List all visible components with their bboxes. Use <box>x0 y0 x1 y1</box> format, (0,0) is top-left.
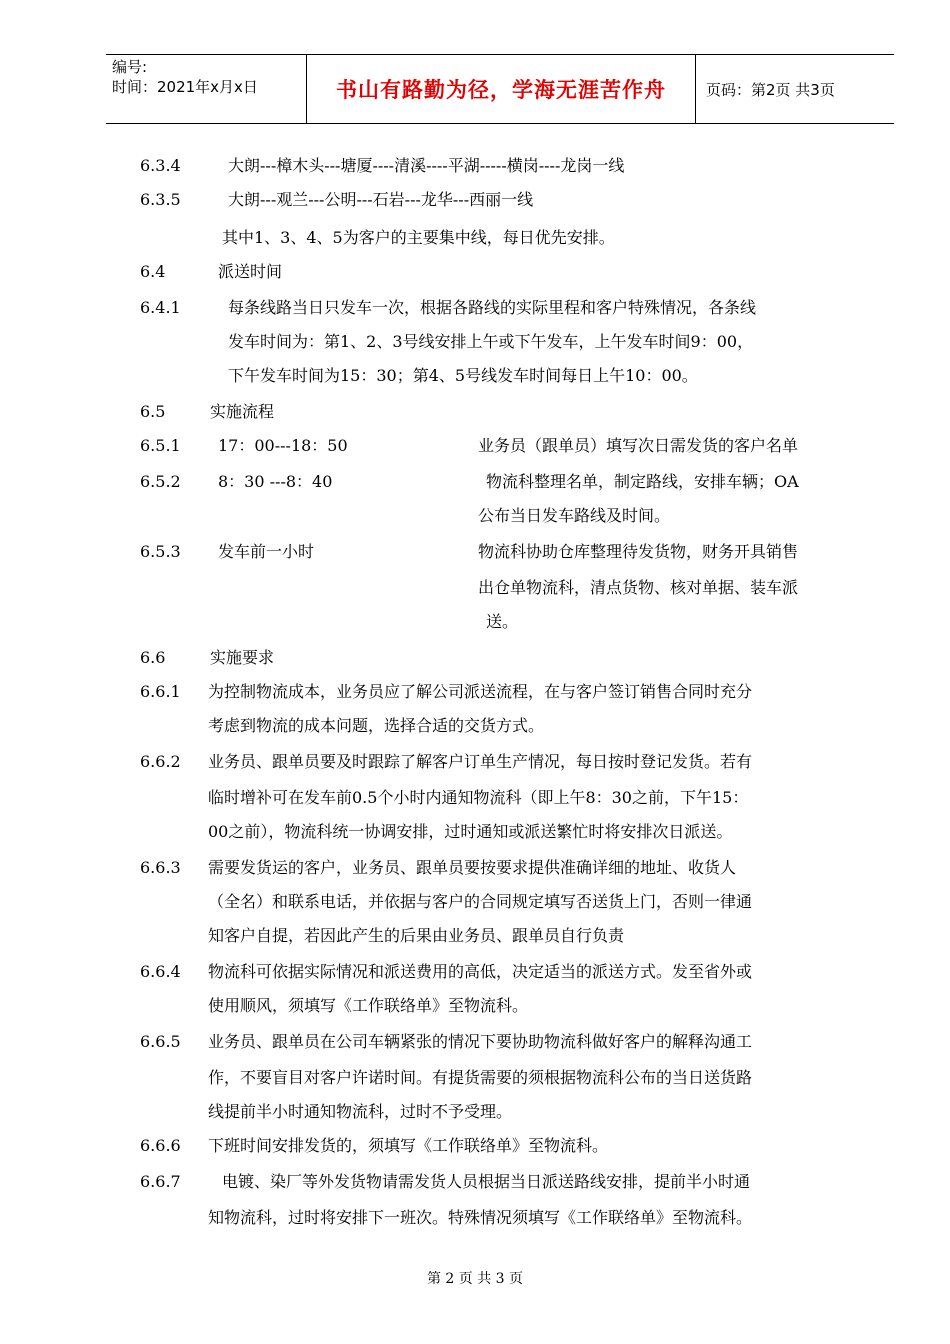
item-number: 6.5.3 <box>140 542 181 561</box>
item-text: 发车时间为：第1、2、3号线安排上午或下午发车，上午发车时间9：00， <box>228 332 754 351</box>
item-text: 业务员、跟单员要及时跟踪了解客户订单生产情况，每日按时登记发货。若有 <box>208 752 753 771</box>
item-number: 6.6.4 <box>140 962 181 981</box>
header-motto: 书山有路勤为径，学海无涯苦作舟 <box>306 55 696 123</box>
item-number: 6.3.4 <box>140 156 181 175</box>
item-text: 大朗---樟木头---塘厦----清溪----平湖-----横岗----龙岗一线 <box>228 156 625 175</box>
item-number: 6.6.5 <box>140 1032 181 1051</box>
item-text: 考虑到物流的成本问题，选择合适的交货方式。 <box>208 716 545 735</box>
item-text: 下班时间安排发货的，须填写《工作联络单》至物流科。 <box>208 1136 609 1155</box>
item-number: 6.6.2 <box>140 752 181 771</box>
process-time: 17：00---18：50 <box>218 436 348 455</box>
item-text: 出仓单物流科，清点货物、核对单据、装车派 <box>478 578 799 597</box>
item-text: 为控制物流成本，业务员应了解公司派送流程，在与客户签订销售合同时充分 <box>208 682 753 701</box>
item-text: 物流科协助仓库整理待发货物，财务开具销售 <box>478 542 799 561</box>
item-text: 作，不要盲目对客户许诺时间。有提货需要的须根据物流科公布的当日送货路 <box>208 1068 753 1087</box>
item-number: 6.6.3 <box>140 858 181 877</box>
item-number: 6.6.1 <box>140 682 181 701</box>
header-meta <box>106 55 306 123</box>
item-text: 业务员、跟单员在公司车辆紧张的情况下要协助物流科做好客户的解释沟通工 <box>208 1032 753 1051</box>
document-time: 时间：2021年x月x日 <box>112 78 258 96</box>
item-text: 线提前半小时通知物流科，过时不予受理。 <box>208 1102 513 1121</box>
item-text: 00之前），物流科统一协调安排，过时通知或派送繁忙时将安排次日派送。 <box>208 822 733 841</box>
item-text: 知物流科，过时将安排下一班次。特殊情况须填写《工作联络单》至物流科。 <box>208 1208 753 1227</box>
page-header <box>106 54 894 124</box>
process-time: 发车前一小时 <box>218 542 315 561</box>
section-heading: 实施流程 <box>210 402 275 421</box>
item-text: 电镀、染厂等外发货物请需发货人员根据当日派送路线安排，提前半小时通 <box>222 1172 751 1191</box>
item-text: （全名）和联系电话，并依据与客户的合同规定填写否送货上门，否则一律通 <box>208 892 753 911</box>
item-text: 知客户自提，若因此产生的后果由业务员、跟单员自行负责 <box>208 926 625 945</box>
item-text: 每条线路当日只发车一次，根据各路线的实际里程和客户特殊情况，各条线 <box>228 298 757 317</box>
item-number: 6.5.2 <box>140 472 181 491</box>
item-number: 6.6 <box>140 648 166 667</box>
item-text: 业务员（跟单员）填写次日需发货的客户名单 <box>478 436 799 455</box>
section-heading: 派送时间 <box>218 262 283 281</box>
section-heading: 实施要求 <box>210 648 275 667</box>
item-number: 6.5 <box>140 402 166 421</box>
item-text: 临时增补可在发车前0.5个小时内通知物流科（即上午8：30之前，下午15： <box>208 788 749 807</box>
item-number: 6.6.7 <box>140 1172 181 1191</box>
process-time: 8：30 ---8：40 <box>218 472 333 491</box>
item-number: 6.3.5 <box>140 190 181 209</box>
item-number: 6.4 <box>140 262 166 281</box>
header-page-number: 页码：第2页 共3页 <box>706 80 835 99</box>
item-text: 公布当日发车路线及时间。 <box>478 506 671 525</box>
item-text: 使用顺风，须填写《工作联络单》至物流科。 <box>208 996 529 1015</box>
item-number: 6.5.1 <box>140 436 181 455</box>
item-text: 需要发货运的客户，业务员、跟单员要按要求提供准确详细的地址、收货人 <box>208 858 737 877</box>
item-text: 物流科可依据实际情况和派送费用的高低，决定适当的派送方式。发至省外或 <box>208 962 753 981</box>
item-text: 物流科整理名单，制定路线，安排车辆；OA <box>486 472 799 491</box>
item-text: 大朗---观兰---公明---石岩---龙华---西丽一线 <box>228 190 534 209</box>
item-text: 其中1、3、4、5为客户的主要集中线，每日优先安排。 <box>222 228 615 247</box>
page-footer: 第 2 页 共 3 页 <box>426 1271 524 1287</box>
item-text: 送。 <box>486 612 519 631</box>
document-number: 编号: <box>112 58 148 76</box>
item-text: 下午发车时间为15：30；第4、5号线发车时间每日上午10：00。 <box>228 366 698 385</box>
item-number: 6.6.6 <box>140 1136 181 1155</box>
item-number: 6.4.1 <box>140 298 181 317</box>
